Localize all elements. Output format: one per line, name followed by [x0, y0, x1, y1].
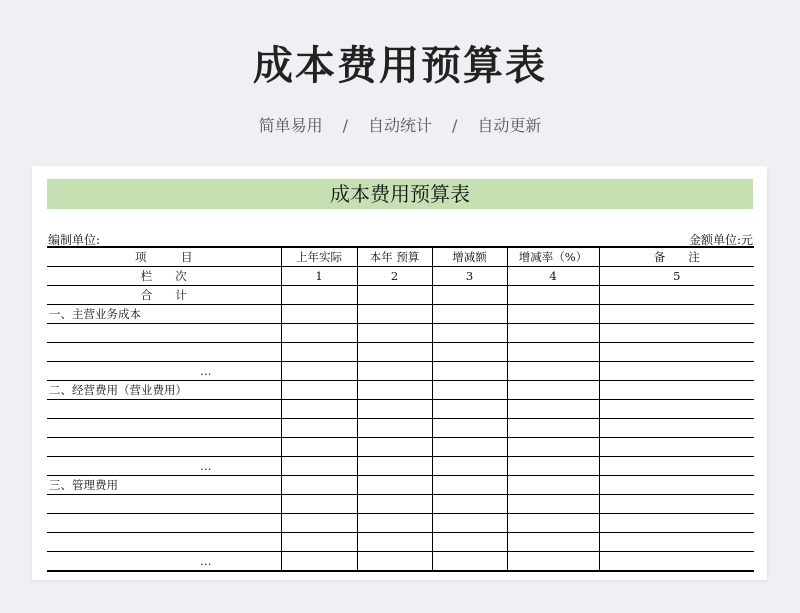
section-title-row [47, 381, 754, 400]
table-cell[interactable] [357, 400, 432, 419]
table-cell[interactable] [357, 324, 432, 343]
table-cell[interactable] [432, 438, 507, 457]
tagline-row [0, 113, 800, 136]
table-cell[interactable] [507, 419, 599, 438]
column-index-4: 4 [507, 267, 599, 286]
table-cell[interactable] [357, 514, 432, 533]
table-cell[interactable] [507, 495, 599, 514]
sheet-banner-title: 成本费用预算表 [47, 179, 753, 209]
spreadsheet-preview [32, 166, 767, 580]
table-cell[interactable] [357, 381, 432, 400]
page-title: 成本费用预算表 [253, 43, 547, 89]
table-cell[interactable] [281, 552, 357, 572]
table-cell[interactable] [507, 286, 599, 305]
tagline-simple: 简单易用 [258, 116, 323, 135]
ellipsis-cell: … [47, 552, 281, 572]
table-cell[interactable] [281, 419, 357, 438]
section-title-row [47, 476, 754, 495]
ellipsis-cell: … [47, 457, 281, 476]
table-row [47, 362, 754, 381]
table-cell[interactable] [47, 533, 281, 552]
table-cell[interactable] [47, 400, 281, 419]
table-cell[interactable] [432, 495, 507, 514]
table-cell[interactable] [507, 381, 599, 400]
table-cell[interactable] [507, 400, 599, 419]
table-cell[interactable] [281, 400, 357, 419]
header-prev-actual: 上年实际 [281, 247, 357, 267]
table-cell[interactable] [507, 457, 599, 476]
table-cell[interactable] [599, 381, 754, 400]
table-cell[interactable] [599, 286, 754, 305]
table-header-row [47, 247, 754, 267]
table-cell[interactable] [357, 533, 432, 552]
table-cell[interactable] [357, 419, 432, 438]
table-cell[interactable] [432, 343, 507, 362]
table-cell[interactable] [507, 514, 599, 533]
table-cell[interactable] [47, 438, 281, 457]
section-title-row [47, 305, 754, 324]
table-cell[interactable] [357, 476, 432, 495]
table-cell[interactable] [47, 324, 281, 343]
table-cell[interactable] [281, 514, 357, 533]
table-cell[interactable] [281, 438, 357, 457]
header-change-amount: 增减额 [432, 247, 507, 267]
table-cell[interactable] [507, 324, 599, 343]
table-cell[interactable] [357, 362, 432, 381]
table-cell[interactable] [432, 324, 507, 343]
budget-table [47, 246, 754, 572]
table-cell[interactable] [507, 533, 599, 552]
table-cell[interactable] [599, 362, 754, 381]
table-cell[interactable] [599, 495, 754, 514]
table-cell[interactable] [432, 381, 507, 400]
table-row [47, 552, 754, 572]
table-row [47, 400, 754, 419]
table-cell[interactable] [281, 495, 357, 514]
table-cell[interactable] [599, 514, 754, 533]
section-title: 二、经营费用（营业费用） [47, 381, 281, 400]
total-row [47, 286, 754, 305]
section-title: 三、管理费用 [47, 476, 281, 495]
table-cell[interactable] [599, 343, 754, 362]
table-cell[interactable] [599, 552, 754, 572]
column-index-5: 5 [599, 267, 754, 286]
table-cell[interactable] [281, 343, 357, 362]
prepared-by-label: 编制单位: [48, 233, 101, 247]
table-cell[interactable] [281, 381, 357, 400]
table-cell[interactable] [432, 286, 507, 305]
section-title: 一、主营业务成本 [47, 305, 281, 324]
table-row [47, 324, 754, 343]
table-cell[interactable] [357, 495, 432, 514]
table-cell[interactable] [432, 533, 507, 552]
table-cell[interactable] [281, 305, 357, 324]
table-cell[interactable] [599, 305, 754, 324]
table-cell[interactable] [507, 438, 599, 457]
table-row [47, 343, 754, 362]
table-cell[interactable] [507, 552, 599, 572]
column-index-3: 3 [432, 267, 507, 286]
table-cell[interactable] [357, 343, 432, 362]
table-cell[interactable] [432, 457, 507, 476]
column-index-1: 1 [281, 267, 357, 286]
tagline-separator: / [342, 116, 348, 135]
table-cell[interactable] [507, 305, 599, 324]
table-cell[interactable] [432, 419, 507, 438]
table-cell[interactable] [357, 305, 432, 324]
table-cell[interactable] [281, 533, 357, 552]
table-cell[interactable] [432, 362, 507, 381]
header-item: 项 目 [47, 247, 281, 267]
tagline-auto-update: 自动更新 [477, 116, 542, 135]
table-cell[interactable] [507, 362, 599, 381]
column-index-row [47, 267, 754, 286]
tagline-separator: / [452, 116, 458, 135]
table-cell[interactable] [599, 324, 754, 343]
table-row [47, 457, 754, 476]
table-row [47, 514, 754, 533]
table-cell[interactable] [599, 400, 754, 419]
table-cell[interactable] [281, 324, 357, 343]
table-cell[interactable] [281, 457, 357, 476]
table-cell[interactable] [47, 419, 281, 438]
table-cell[interactable] [357, 438, 432, 457]
table-cell[interactable] [507, 343, 599, 362]
table-cell[interactable] [599, 457, 754, 476]
table-cell[interactable] [432, 476, 507, 495]
table-cell[interactable] [357, 552, 432, 572]
column-index-2: 2 [357, 267, 432, 286]
table-cell[interactable] [432, 305, 507, 324]
tagline-auto-stats: 自动统计 [367, 116, 432, 135]
table-cell[interactable] [432, 514, 507, 533]
header-remarks: 备 注 [599, 247, 754, 267]
table-row [47, 533, 754, 552]
table-cell[interactable] [507, 476, 599, 495]
table-cell[interactable] [47, 495, 281, 514]
table-row [47, 438, 754, 457]
table-cell[interactable] [599, 476, 754, 495]
header-this-budget: 本年 预算 [357, 247, 432, 267]
table-cell[interactable] [357, 457, 432, 476]
ellipsis-cell: … [47, 362, 281, 381]
table-cell[interactable] [432, 552, 507, 572]
table-cell[interactable] [47, 343, 281, 362]
unit-label: 金额单位:元 [688, 233, 753, 247]
table-row [47, 419, 754, 438]
table-cell[interactable] [599, 438, 754, 457]
table-cell[interactable] [281, 476, 357, 495]
table-row [47, 495, 754, 514]
table-cell[interactable] [47, 514, 281, 533]
total-label: 合 计 [47, 286, 281, 305]
header-change-rate: 增减率（%） [507, 247, 599, 267]
column-index-label: 栏 次 [47, 267, 281, 286]
table-cell[interactable] [432, 400, 507, 419]
table-cell[interactable] [599, 419, 754, 438]
table-cell[interactable] [357, 286, 432, 305]
table-cell[interactable] [281, 362, 357, 381]
table-cell[interactable] [599, 533, 754, 552]
table-cell[interactable] [281, 286, 357, 305]
